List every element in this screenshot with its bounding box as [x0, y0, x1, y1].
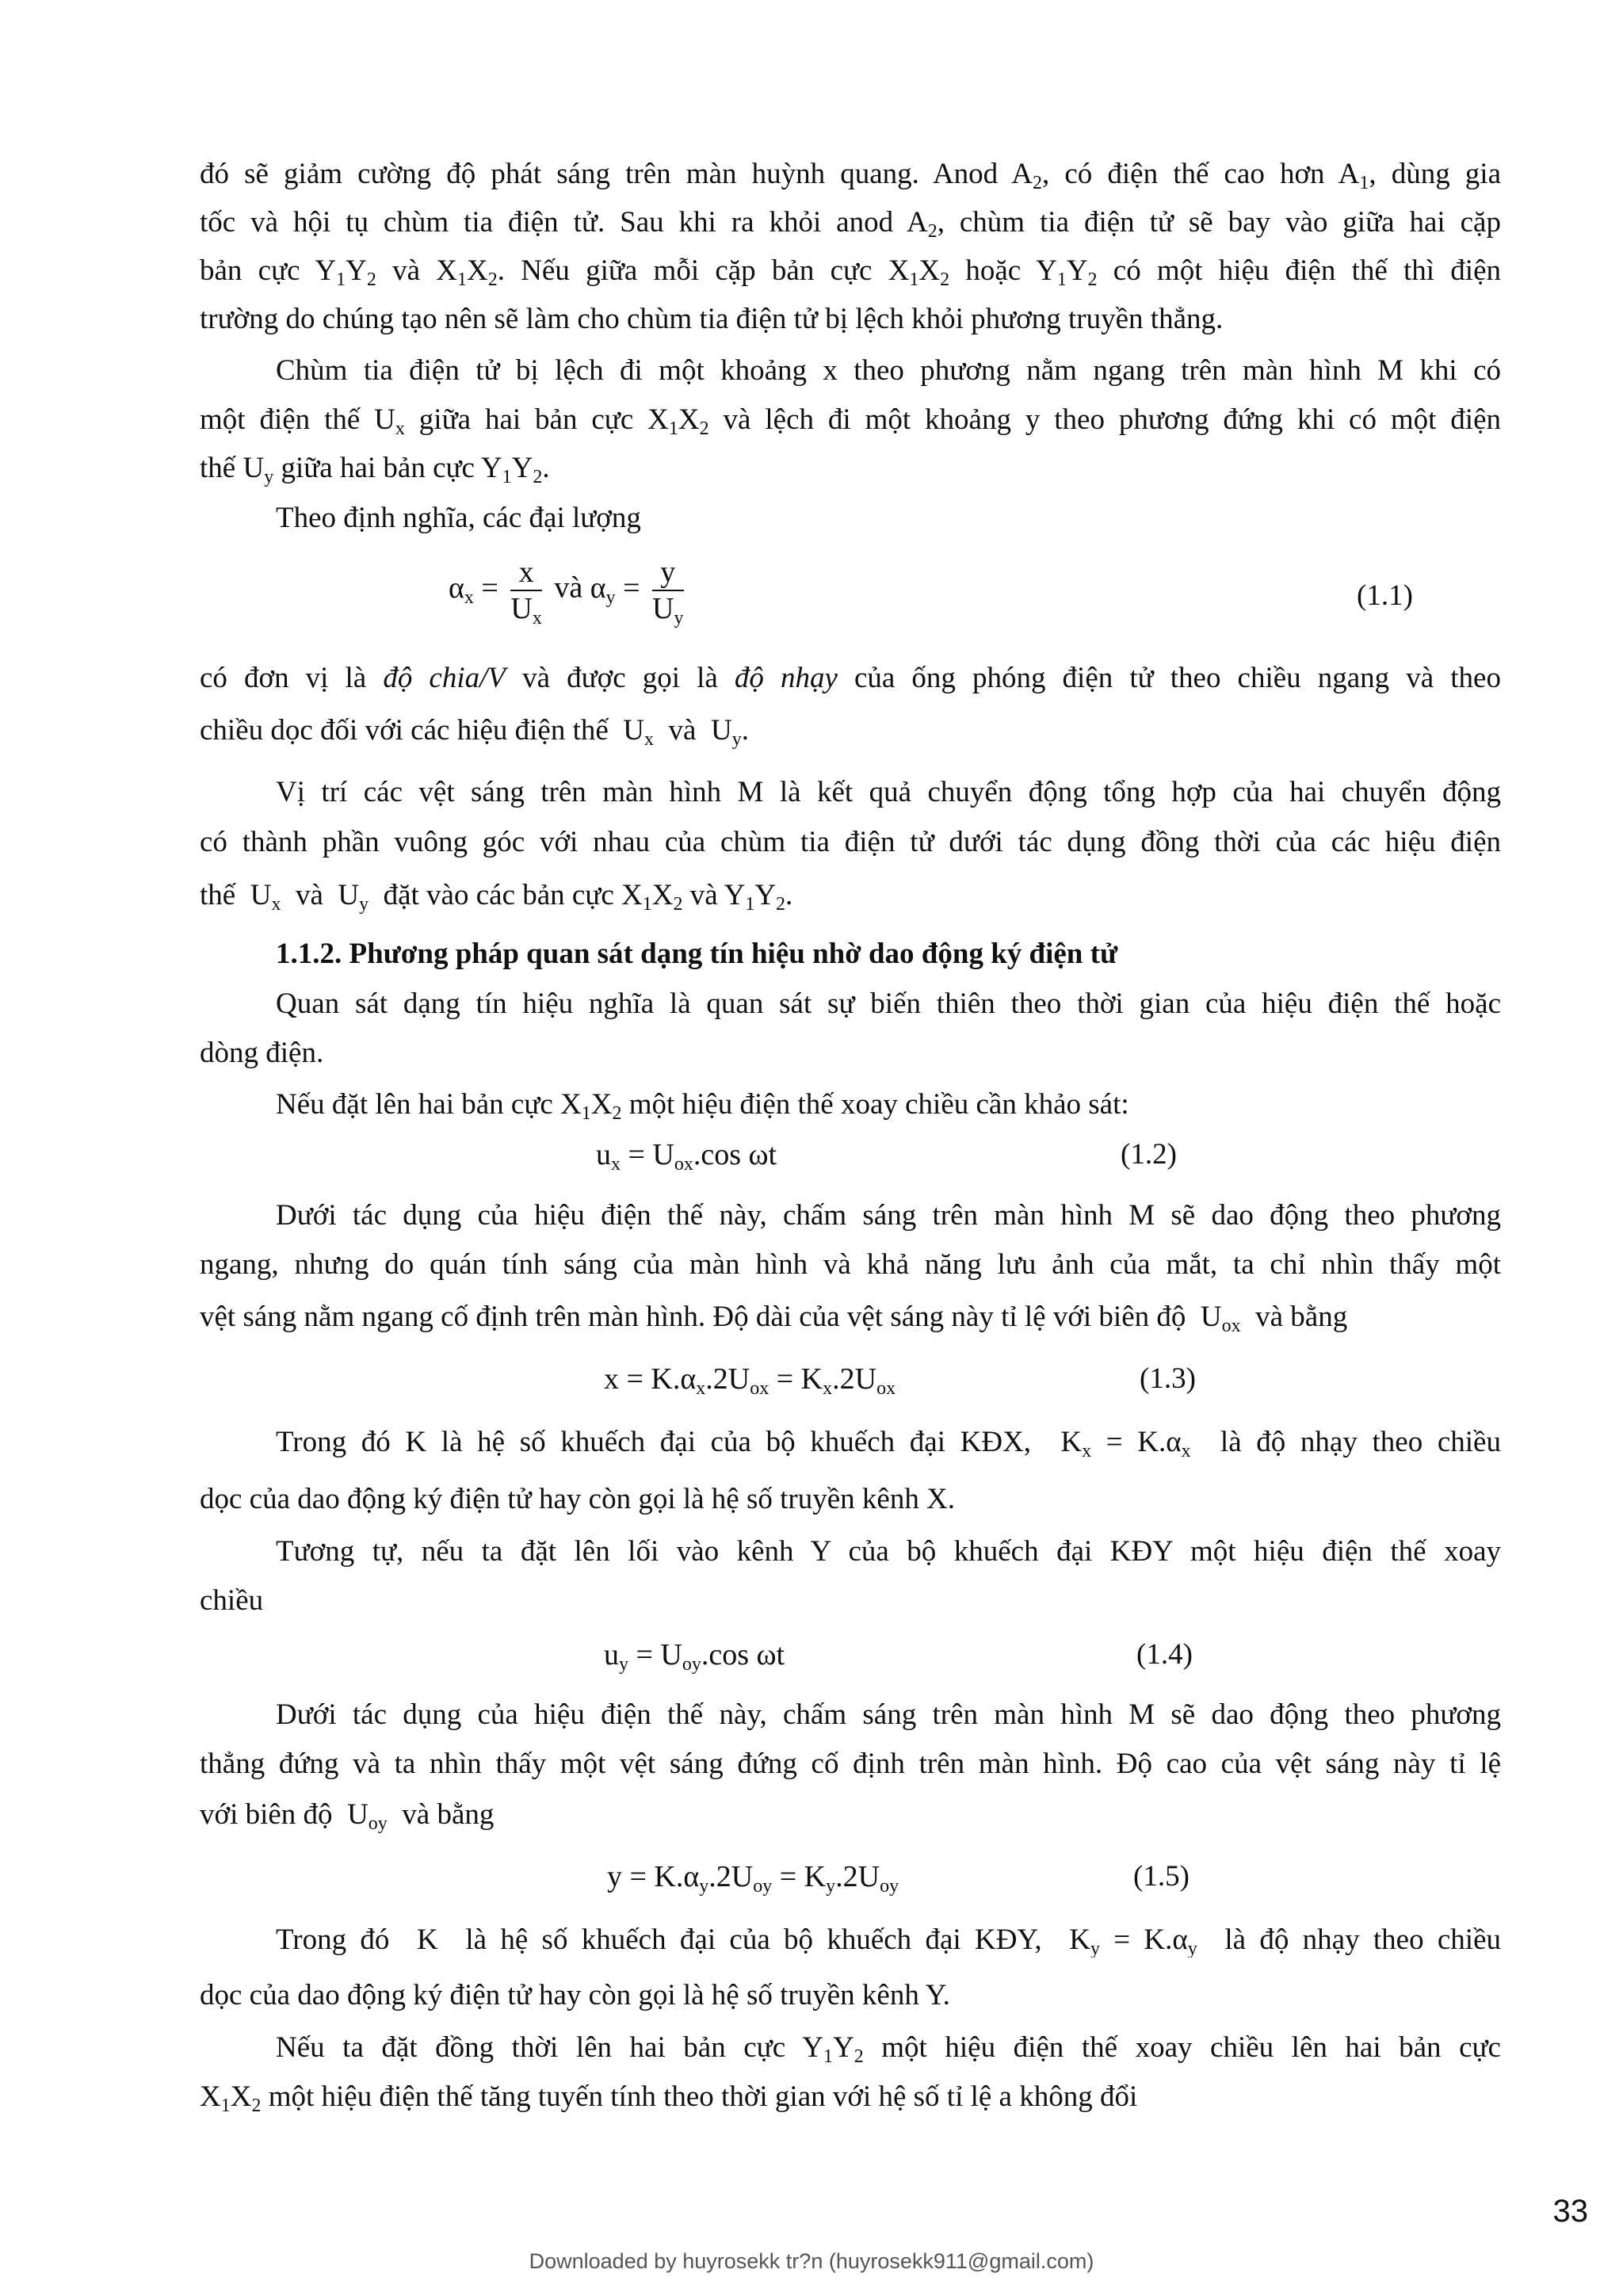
para10-line2: chiều	[200, 1584, 264, 1617]
page-number: 33	[1552, 2194, 1588, 2229]
equation-number-1-1: (1.1)	[1357, 579, 1413, 612]
download-footer: Downloaded by huyrosekk tr?n (huyrosekk911@gmail.com)	[529, 2249, 1094, 2273]
equation-1-4: $u_y = U_{oy}.\cos$ ωt	[604, 1638, 785, 1675]
para5-line3: thế $U_x$ và $U_y$ đặt vào các bản cực $X_1X_2$ và $Y_1Y_2$.	[200, 879, 793, 915]
equation-1-3: $x = K.\alpha_x.2U_{ox} = K_x.2U_{ox}$	[604, 1362, 896, 1399]
equation-1-1: $\alpha_x$ = $\frac{x}{U_x}$ và $\alpha_y$ = $\frac{y}{U_y}$	[449, 556, 684, 628]
para7-line1: Nếu đặt lên hai bản cực $X_1X_2$ một hiệu điện thế xoay chiều cần khảo sát:	[276, 1088, 1129, 1124]
para6-line1: Quan sát dạng tín hiệu nghĩa là quan sát sự biến thiên theo thời gian của hiệu điện thế hoặc	[276, 988, 1501, 1020]
equation-number-1-4: (1.4)	[1136, 1638, 1193, 1671]
para1-line4: trường do chúng tạo nên sẽ làm cho chùm tia điện tử bị lệch khỏi phương truyền thẳng.	[200, 303, 1224, 335]
equation-number-1-2: (1.2)	[1121, 1138, 1177, 1171]
equation-number-1-5: (1.5)	[1133, 1860, 1190, 1893]
para5-line1: Vị trí các vệt sáng trên màn hình M là kết quả chuyển động tổng hợp của hai chuyển động	[276, 776, 1501, 808]
para5-line2: có thành phần vuông góc với nhau của chùm tia điện tử dưới tác dụng đồng thời của các hiệu điện	[200, 826, 1501, 858]
para13-line2: $X_1X_2$ một hiệu điện thế tăng tuyến tính theo thời gian với hệ số tỉ lệ a không đổi	[200, 2080, 1138, 2116]
para1-line2: tốc và hội tụ chùm tia điện tử. Sau khi ra khỏi anod $A_2$, chùm tia điện tử sẽ bay vào giữa hai cặp	[200, 206, 1501, 240]
para11-line2: thẳng đứng và ta nhìn thấy một vệt sáng đứng cố định trên màn hình. Độ cao của vệt sáng này tỉ lệ	[200, 1748, 1501, 1780]
para2-line3: thế $U_y$ giữa hai bản cực $Y_1Y_2$.	[200, 452, 550, 487]
equation-1-2: $u_x = U_{ox}.\cos$ ωt	[596, 1138, 777, 1175]
para2-line1: Chùm tia điện tử bị lệch đi một khoảng x theo phương nằm ngang trên màn hình M khi có	[276, 354, 1501, 387]
para11-line1: Dưới tác dụng của hiệu điện thế này, chấm sáng trên màn hình M sẽ dao động theo phương	[276, 1698, 1501, 1731]
para1-line3: bản cực $Y_1Y_2$ và $X_1X_2$. Nếu giữa mỗi cặp bản cực $X_1X_2$ hoặc $Y_1Y_2$ có một hiệu điện thế thì điện	[200, 254, 1501, 288]
section-heading: 1.1.2. Phương pháp quan sát dạng tín hiệu nhờ dao động ký điện tử	[276, 938, 1118, 970]
para4-line1: có đơn vị là độ chia/V và được gọi là độ nhạy của ống phóng điện tử theo chiều ngang và theo	[200, 662, 1501, 694]
para11-line3: với biên độ $U_{oy}$ và bằng	[200, 1798, 495, 1834]
para1-line1: đó sẽ giảm cường độ phát sáng trên màn huỳnh quang. Anod $A_2$, có điện thế cao hơn $A_1$, dùng gia	[200, 158, 1501, 192]
para13-line1: Nếu ta đặt đồng thời lên hai bản cực $Y_1Y_2$ một hiệu điện thế xoay chiều lên hai bản cực	[276, 2031, 1501, 2065]
para12-line1: Trong đó K là hệ số khuếch đại của bộ khuếch đại KĐY, $K_y = K.\alpha_y$ là độ nhạy theo chiều	[276, 1924, 1501, 1958]
para8-line3: vệt sáng nằm ngang cố định trên màn hình. Độ dài của vệt sáng này tỉ lệ với biên độ $U_{ox}$ và bằng	[200, 1301, 1348, 1336]
para4-line2: chiều dọc đối với các hiệu điện thế $U_x$ và $U_y$.	[200, 714, 749, 750]
para12-line2: dọc của dao động ký điện tử hay còn gọi là hệ số truyền kênh Y.	[200, 1979, 950, 2011]
para9-line1: Trong đó K là hệ số khuếch đại của bộ khuếch đại KĐX, $K_x = K.\alpha_x$ là độ nhạy theo chiều	[276, 1426, 1501, 1460]
para9-line2: dọc của dao động ký điện tử hay còn gọi là hệ số truyền kênh X.	[200, 1483, 956, 1515]
para8-line2: ngang, nhưng do quán tính sáng của màn hình và khả năng lưu ảnh của mắt, ta chỉ nhìn thấy một	[200, 1248, 1501, 1281]
para3-line1: Theo định nghĩa, các đại lượng	[276, 502, 641, 534]
equation-1-5: $y = K.\alpha_y.2U_{oy} = K_y.2U_{oy}$	[607, 1860, 899, 1897]
para8-line1: Dưới tác dụng của hiệu điện thế này, chấm sáng trên màn hình M sẽ dao động theo phương	[276, 1199, 1501, 1232]
para6-line2: dòng điện.	[200, 1037, 324, 1069]
equation-number-1-3: (1.3)	[1140, 1362, 1196, 1395]
para2-line2: một điện thế $U_x$ giữa hai bản cực $X_1X_2$ và lệch đi một khoảng y theo phương đứng khi có một điện	[200, 403, 1501, 437]
para10-line1: Tương tự, nếu ta đặt lên lối vào kênh Y của bộ khuếch đại KĐY một hiệu điện thế xoay	[276, 1535, 1501, 1568]
